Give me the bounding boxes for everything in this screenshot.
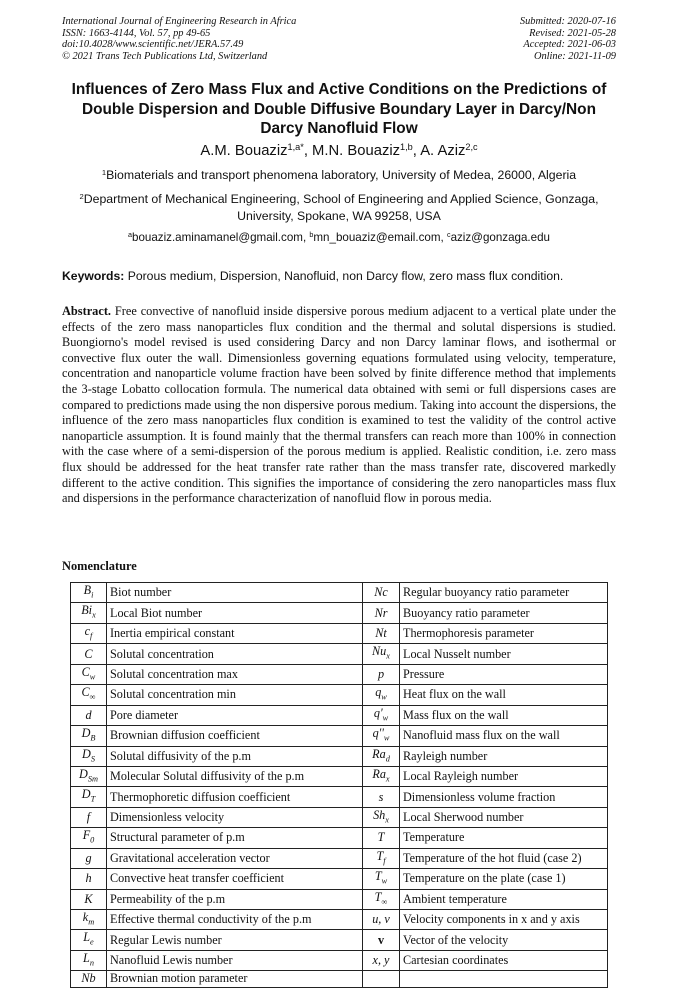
definition-cell: Regular buoyancy ratio parameter: [400, 583, 608, 603]
abstract: [62, 304, 616, 507]
nomenclature-row: [71, 766, 608, 786]
definition-cell: Brownian diffusion coefficient: [107, 726, 363, 746]
definition-cell: Vector of the velocity: [400, 930, 608, 950]
affiliation-2: [60, 191, 618, 225]
definition-cell: Gravitational acceleration vector: [107, 848, 363, 868]
symbol-cell: [71, 705, 107, 725]
symbol-cell: [71, 848, 107, 868]
nomenclature-row: [71, 807, 608, 827]
symbol-base: D: [79, 766, 88, 781]
symbol-cell: [363, 869, 400, 889]
affiliation-sup: 2: [79, 191, 84, 201]
symbol-cell: [363, 828, 400, 848]
symbol-base: Nc: [374, 585, 388, 600]
symbol-base: q: [375, 685, 382, 700]
symbol-cell: [71, 664, 107, 684]
symbol-cell: [71, 828, 107, 848]
symbol-base: C: [81, 685, 90, 700]
symbol-base: p: [377, 666, 385, 681]
symbol-base: f: [86, 810, 91, 825]
definition-cell: Permeability of the p.m: [107, 889, 363, 909]
nomenclature-row: [71, 869, 608, 889]
definition-cell: Regular Lewis number: [107, 930, 363, 950]
symbol-base: Nt: [375, 626, 387, 641]
definition-cell: Convective heat transfer coefficient: [107, 869, 363, 889]
definition-cell: Local Biot number: [107, 603, 363, 623]
symbol-subscript: w: [383, 733, 390, 743]
definition-cell: Solutal diffusivity of the p.m: [107, 746, 363, 766]
nomenclature-row: [71, 583, 608, 603]
nomenclature-row: [71, 848, 608, 868]
symbol-subscript: w: [381, 876, 388, 886]
symbol-base: Nu: [372, 644, 387, 659]
definition-cell: Solutal concentration max: [107, 664, 363, 684]
symbol-cell: [71, 726, 107, 746]
nomenclature-row: [71, 746, 608, 766]
symbol-base: d: [85, 707, 92, 722]
nomenclature-row: [71, 685, 608, 705]
author-list: [60, 143, 618, 159]
definition-cell: Temperature: [400, 828, 608, 848]
nomenclature-row: [71, 664, 608, 684]
symbol-subscript: T: [90, 794, 96, 804]
symbol-subscript: e: [90, 937, 94, 947]
symbol-cell: [363, 971, 400, 987]
email-sep: ,: [440, 231, 447, 244]
symbol-cell: [71, 644, 107, 664]
definition-cell: Nanofluid mass flux on the wall: [400, 726, 608, 746]
symbol-base: Sh: [373, 807, 386, 822]
definition-cell: Inertia empirical constant: [107, 623, 363, 643]
nomenclature-row: [71, 623, 608, 643]
email-address[interactable]: aziz@gonzaga.edu: [450, 231, 550, 244]
copyright-line: © 2021 Trans Tech Publications Ltd, Switzerland: [62, 50, 268, 62]
symbol-cell: [363, 603, 400, 623]
symbol-cell: [363, 950, 400, 970]
definition-cell: Buoyancy ratio parameter: [400, 603, 608, 623]
symbol-base: c: [84, 623, 91, 638]
symbol-cell: [363, 685, 400, 705]
author-sep: ,: [412, 143, 421, 159]
symbol-subscript: S: [90, 753, 95, 763]
definition-cell: Effective thermal conductivity of the p.m: [107, 910, 363, 930]
nomenclature-row: [71, 828, 608, 848]
affiliation-text: Biomaterials and transport phenomena laboratory, University of Medea, 26000, Algeria: [106, 168, 577, 182]
symbol-cell: [363, 746, 400, 766]
symbol-cell: [363, 910, 400, 930]
symbol-cell: [363, 807, 400, 827]
symbol-cell: [71, 603, 107, 623]
symbol-cell: [71, 766, 107, 786]
nomenclature-row: [71, 787, 608, 807]
symbol-subscript: x: [385, 774, 390, 784]
definition-cell: Nanofluid Lewis number: [107, 950, 363, 970]
symbol-cell: [363, 726, 400, 746]
email-sup: a: [128, 230, 132, 240]
symbol-cell: [363, 787, 400, 807]
symbol-base: L: [83, 950, 90, 965]
symbol-base: T: [376, 848, 384, 863]
nomenclature-table: [70, 582, 608, 988]
definition-cell: Thermophoresis parameter: [400, 623, 608, 643]
symbol-cell: [71, 930, 107, 950]
affiliation-sup: 1: [101, 167, 107, 177]
symbol-subscript: ∞: [381, 897, 388, 906]
definition-cell: Biot number: [107, 583, 363, 603]
symbol-cell: [363, 889, 400, 909]
symbol-base: D: [81, 787, 91, 802]
definition-cell: Dimensionless velocity: [107, 807, 363, 827]
symbol-cell: [363, 705, 400, 725]
paper-title: Influences of Zero Mass Flux and Active Conditions on the Predictions of Double Dispersion and Double Diffusive Boundary Layer in Darcy/Non Darcy Nanofluid Flow: [71, 81, 607, 138]
definition-cell: Solutal concentration min: [107, 685, 363, 705]
symbol-cell: [71, 971, 107, 987]
abstract-text: Free convective of nanofluid inside dispersive porous medium adjacent to a vertical plate under the effects of the zero mass nanoparticles flux condition and the thermal and solutal dispersions is studied. Buongiorno's model revised is used considering Darcy and non Darcy laminar flows, and isothermal or convective flux outer the wall. Dimensionless governing equations formulated using velocity, temperature, concentration and nanoparticle volume fraction have been solved by finite difference method that implements the 3-stage Lobatto collocation formula. The numerical data obtained with semi or full dispersions cases are compared to predictions made using the non dispersive porous medium. Taking into account the dispersions, the influence of the zero mass nanoparticles flux condition is examined to test the validity of the control active nanoparticle assumption. It is found mainly that the thermal transfers can reach more than 100% in connection with the case where of a semi-dispersion of the porous medium is applied. Realistic condition, i.e. zero mass flux should be addressed for the heat transfer rate rather than the mass transfer rate, discovered markedly different to the active condition. This signifies the importance of considering the zero nanoparticles mass flux and dispersions in the performance characterization of nanofluid flow in porous media.: [62, 304, 616, 506]
author-sup: 2,c: [465, 141, 478, 152]
symbol-subscript: w: [382, 713, 389, 723]
journal-header-right: [520, 16, 616, 62]
symbol-cell: [71, 869, 107, 889]
definition-cell: Local Rayleigh number: [400, 766, 608, 786]
symbol-base: F: [82, 828, 91, 843]
symbol-subscript: x: [92, 610, 96, 620]
symbol-subscript: Sm: [87, 774, 98, 784]
symbol-cell: [71, 787, 107, 807]
definition-cell: Temperature of the hot fluid (case 2): [400, 848, 608, 868]
online-date: Online: 2021-11-09: [533, 50, 616, 62]
nomenclature-row: [71, 950, 608, 970]
symbol-cell: [363, 766, 400, 786]
author-name: A. Aziz: [420, 143, 466, 159]
nomenclature-row: [71, 971, 608, 987]
symbol-cell: [71, 807, 107, 827]
definition-cell: Heat flux on the wall: [400, 685, 608, 705]
nomenclature-heading: Nomenclature: [62, 559, 137, 573]
email-address[interactable]: mn_bouaziz@email.com: [313, 231, 441, 244]
author-name: M.N. Bouaziz: [312, 143, 401, 159]
symbol-subscript: x: [385, 815, 389, 825]
journal-header-left: [62, 16, 296, 62]
author-sep: ,: [303, 143, 313, 159]
definition-cell: Thermophoretic diffusion coefficient: [107, 787, 363, 807]
symbol-base: D: [82, 746, 91, 761]
email-list: [60, 231, 618, 244]
symbol-base: Ra: [372, 766, 386, 781]
nomenclature-row: [71, 603, 608, 623]
symbol-base: B: [83, 583, 92, 597]
symbol-cell: [363, 583, 400, 603]
keywords-text: Porous medium, Dispersion, Nanofluid, non Darcy flow, zero mass flux condition.: [124, 269, 564, 283]
symbol-subscript: B: [90, 733, 96, 743]
doi-line: doi:10.4028/www.scientific.net/JERA.57.49: [62, 39, 244, 51]
email-sup: c: [446, 230, 451, 240]
symbol-base: D: [81, 726, 91, 741]
definition-cell: Brownian motion parameter: [107, 971, 363, 987]
symbol-cell: [363, 644, 400, 664]
symbol-subscript: x: [386, 651, 390, 661]
author-sup: 1,a*: [287, 141, 304, 152]
symbol-subscript: n: [89, 958, 94, 968]
nomenclature-row: [71, 726, 608, 746]
symbol-subscript: w: [89, 672, 96, 682]
issn-line: ISSN: 1663-4144, Vol. 57, pp 49-65: [62, 27, 211, 39]
symbol-cell: [363, 848, 400, 868]
symbol-base: s: [378, 789, 384, 804]
definition-cell: Pressure: [400, 664, 608, 684]
nomenclature-row: [71, 930, 608, 950]
keywords: [62, 269, 618, 283]
submitted-date: Submitted: 2020-07-16: [519, 16, 616, 27]
symbol-subscript: ∞: [89, 692, 96, 702]
email-address[interactable]: bouaziz.aminamanel@gmail.com: [132, 231, 303, 244]
symbol-cell: [363, 930, 400, 950]
definition-cell: Temperature on the plate (case 1): [400, 869, 608, 889]
symbol-base: x, y: [372, 953, 390, 968]
abstract-label: Abstract.: [62, 304, 112, 318]
symbol-subscript: f: [383, 856, 386, 866]
accepted-date: Accepted: 2021-06-03: [523, 39, 616, 51]
nomenclature-row: [71, 705, 608, 725]
revised-date: Revised: 2021-05-28: [529, 27, 616, 39]
definition-cell: Cartesian coordinates: [400, 950, 608, 970]
definition-cell: Pore diameter: [107, 705, 363, 725]
author-name: A.M. Bouaziz: [200, 143, 288, 159]
definition-cell: Dimensionless volume fraction: [400, 787, 608, 807]
definition-cell: Rayleigh number: [400, 746, 608, 766]
symbol-base: Bi: [81, 603, 93, 618]
definition-cell: Structural parameter of p.m: [107, 828, 363, 848]
symbol-base: C: [84, 646, 93, 661]
symbol-subscript: f: [90, 631, 93, 641]
keywords-label: Keywords:: [62, 269, 125, 283]
author-sup: 1,b: [400, 141, 413, 152]
symbol-base: L: [83, 930, 91, 945]
symbol-base: g: [85, 850, 92, 865]
symbol-base: q': [373, 705, 383, 720]
symbol-base: K: [84, 891, 93, 906]
symbol-subscript: w: [381, 692, 387, 702]
symbol-base: Nr: [374, 605, 388, 620]
symbol-subscript: d: [385, 753, 390, 763]
symbol-cell: [71, 583, 107, 603]
definition-cell: Ambient temperature: [400, 889, 608, 909]
definition-cell: Local Nusselt number: [400, 644, 608, 664]
definition-cell: Solutal concentration: [107, 644, 363, 664]
symbol-cell: [363, 664, 400, 684]
nomenclature-row: [71, 644, 608, 664]
symbol-base: T: [374, 889, 382, 904]
affiliation-text: Department of Mechanical Engineering, School of Engineering and Applied Science, Gonzaga, University, Spokane, WA 99258, USA: [83, 192, 599, 223]
nomenclature-row: [71, 889, 608, 909]
symbol-base: u, v: [372, 912, 390, 927]
symbol-cell: [71, 685, 107, 705]
symbol-cell: [363, 623, 400, 643]
symbol-base: h: [85, 871, 92, 886]
definition-cell: [400, 971, 608, 987]
definition-cell: Mass flux on the wall: [400, 705, 608, 725]
symbol-cell: [71, 746, 107, 766]
symbol-base: k: [82, 910, 89, 924]
journal-name: International Journal of Engineering Research in Africa: [62, 16, 297, 27]
symbol-base: Nb: [81, 971, 96, 986]
definition-cell: Local Sherwood number: [400, 807, 608, 827]
symbol-subscript: i: [91, 590, 94, 600]
symbol-subscript: m: [88, 917, 95, 927]
symbol-subscript: 0: [90, 835, 95, 845]
symbol-base: v: [377, 932, 385, 947]
symbol-cell: [71, 950, 107, 970]
symbol-base: C: [81, 664, 90, 679]
symbol-base: q'': [372, 726, 384, 741]
email-sep: ,: [302, 231, 310, 244]
symbol-cell: [71, 623, 107, 643]
symbol-cell: [71, 910, 107, 930]
symbol-base: T: [377, 830, 385, 845]
symbol-cell: [71, 889, 107, 909]
definition-cell: Velocity components in x and y axis: [400, 910, 608, 930]
definition-cell: Molecular Solutal diffusivity of the p.m: [107, 766, 363, 786]
affiliation-1: [60, 167, 618, 184]
symbol-base: Ra: [372, 746, 386, 761]
email-sup: b: [309, 230, 314, 240]
nomenclature-row: [71, 910, 608, 930]
symbol-base: T: [374, 869, 382, 884]
